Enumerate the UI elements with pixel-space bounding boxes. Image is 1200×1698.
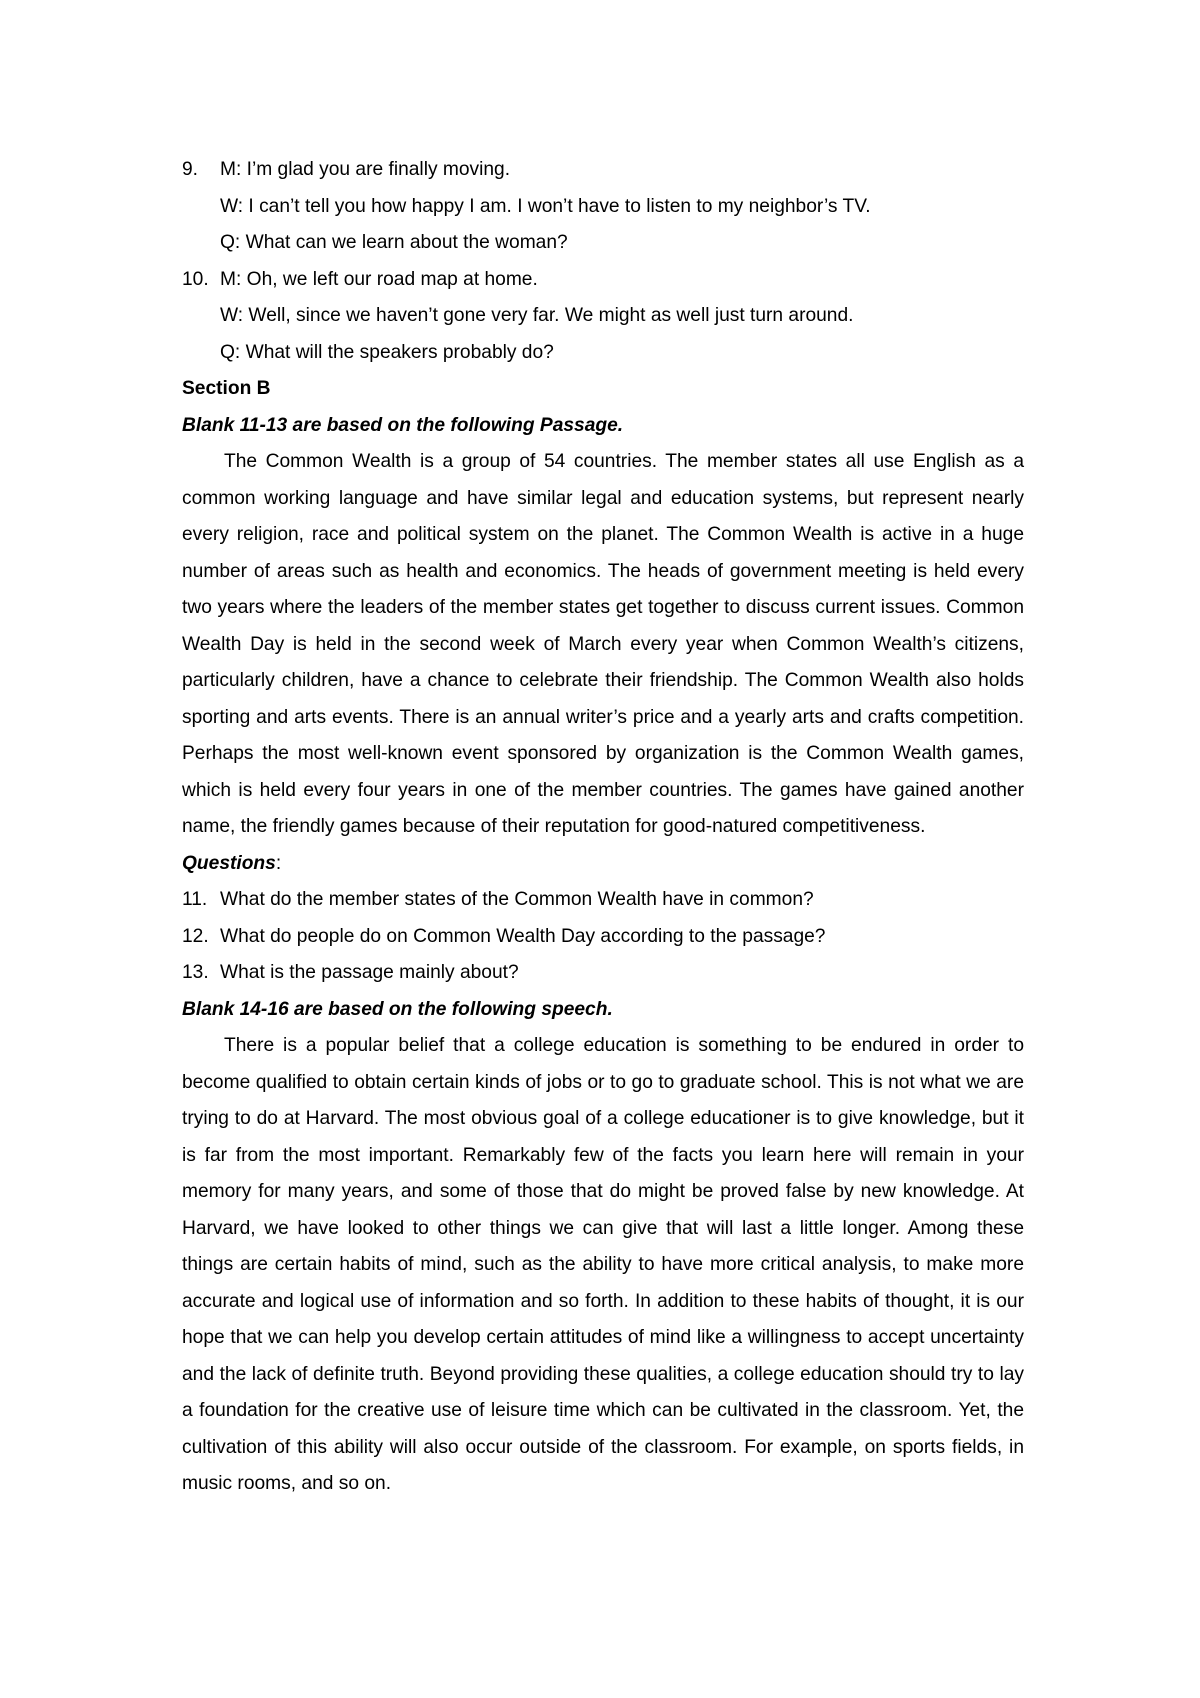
- speech-heading: Blank 14-16 are based on the following speech.: [182, 998, 613, 1020]
- question-text: What is the passage mainly about?: [220, 962, 519, 983]
- dialogue-10: [182, 262, 1024, 372]
- question-item: [182, 919, 1024, 956]
- dialogue-man-line: M: Oh, we left our road map at home.: [220, 268, 538, 290]
- question-item: [182, 882, 1024, 919]
- speech-text: There is a popular belief that a college education is something to be endured in order to become qualified to obtain certain kinds of jobs or to go to graduate school. This is not what we are trying to do at Harvard. The most obvious goal of a college educationer is to give knowledge, but it is far from the most important. Remarkably few of the facts you learn here will remain in your memory for many years, and some of those that do might be proved false by new knowledge. At Harvard, we have looked to other things we can give that will last a little longer. Among these things are certain habits of mind, such as the ability to have more critical analysis, to make more accurate and logical use of information and so forth. In addition to these habits of thought, it is our hope that we can help you develop certain attitudes of mind like a willingness to accept uncertainty and the lack of definite truth. Beyond providing these qualities, a college education should try to lay a foundation for the creative use of leisure time which can be cultivated in the classroom. Yet, the cultivation of this ability will also occur outside of the classroom. For example, on sports fields, in music rooms, and so on.: [182, 1035, 1024, 1494]
- dialogue-number: 10.: [182, 268, 209, 290]
- dialogue-number: 9.: [182, 159, 199, 180]
- dialogue-woman-line: W: I can’t tell you how happy I am. I won’t have to listen to my neighbor’s TV.: [220, 195, 871, 217]
- passage-heading: Blank 11-13 are based on the following Passage.: [182, 414, 624, 436]
- dialogue-question-line: Q: What will the speakers probably do?: [220, 341, 554, 363]
- question-item: [182, 955, 1024, 992]
- passage-text: The Common Wealth is a group of 54 countries. The member states all use English as a common working language and have similar legal and education systems, but represent nearly every religion, race and political system on the planet. The Common Wealth is active in a huge number of areas such as health and economics. The heads of government meeting is held every two years where the leaders of the member states get together to discuss current issues. Common Wealth Day is held in the second week of March every year when Common Wealth’s citizens, particularly children, have a chance to celebrate their friendship. The Common Wealth also holds sporting and arts events. There is an annual writer’s price and a yearly arts and crafts competition. Perhaps the most well-known event sponsored by organization is the Common Wealth games, which is held every four years in one of the member countries. The games have gained another name, the friendly games because of their reputation for good-natured competitiveness.: [182, 451, 1024, 837]
- question-number: 12.: [182, 925, 209, 947]
- dialogue-woman-line: W: Well, since we haven’t gone very far. We might as well just turn around.: [220, 305, 854, 326]
- question-text: What do the member states of the Common Wealth have in common?: [220, 889, 814, 910]
- dialogue-9: [182, 152, 1024, 262]
- question-number: 11.: [182, 889, 208, 910]
- dialogue-question-line: Q: What can we learn about the woman?: [220, 232, 568, 253]
- document-page: [182, 152, 1024, 1503]
- dialogue-man-line: M: I’m glad you are finally moving.: [220, 159, 511, 180]
- section-b-heading: Section B: [182, 378, 271, 399]
- questions-label: Questions:: [182, 852, 282, 874]
- question-number: 13.: [182, 962, 209, 983]
- question-text: What do people do on Common Wealth Day according to the passage?: [220, 925, 826, 947]
